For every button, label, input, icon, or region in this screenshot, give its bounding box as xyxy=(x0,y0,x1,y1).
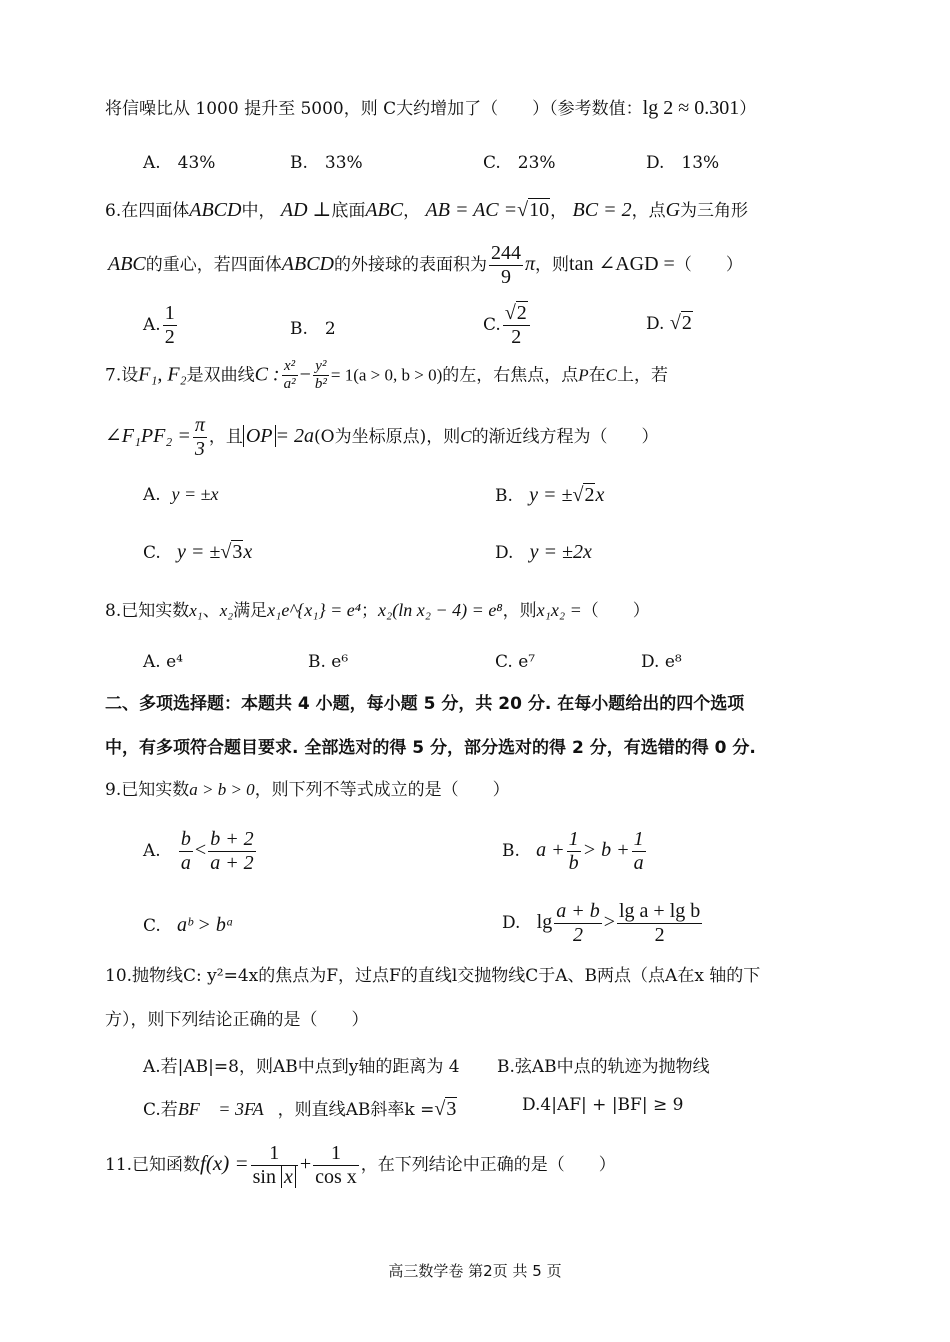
radicand: 2 xyxy=(516,302,527,324)
section2-heading-line1: 二、多项选择题：本题共 4 小题，每小题 5 分，共 20 分. 在每小题给出的四个选项 xyxy=(105,694,745,714)
q7-y-fraction xyxy=(313,358,329,394)
q11-text: ，在下列结论中正确的是（ ） xyxy=(360,1155,616,1175)
q8-text: 满足 xyxy=(233,601,268,621)
q6-ad-perp: AD ⊥ xyxy=(280,199,332,221)
q5-text-a: 将信噪比从 1000 提升至 5000，则 C大约增加了（ ）（参考数值： xyxy=(105,99,643,119)
q9-option-label: C. xyxy=(143,916,161,936)
frac-num: a + b xyxy=(556,900,600,922)
q7-op-eq: = 2a xyxy=(275,425,315,447)
q6-text: 为三角形 xyxy=(680,201,749,221)
q10-vector-equation: BF⃗ = 3FA⃗ xyxy=(177,1099,278,1119)
q6-line1 xyxy=(105,198,748,222)
q7-option-c-post: x xyxy=(243,541,253,563)
q6-pi: π xyxy=(525,253,536,275)
q9-option-d[interactable] xyxy=(502,900,704,947)
frac-num: 1 xyxy=(568,828,579,850)
q10-option-d[interactable]: D.4|AF| + |BF| ≥ 9 xyxy=(522,1095,684,1115)
q7-text: 在 xyxy=(588,365,606,386)
frac-den: b xyxy=(568,852,579,874)
q8-equation-1: x₁e^{x₁} = e⁴ xyxy=(267,600,362,620)
q6-area-fraction xyxy=(489,242,523,289)
radicand: 2 xyxy=(584,484,595,506)
q9-option-label: A. xyxy=(143,841,161,861)
sin: sin xyxy=(252,1166,276,1188)
q6-frac-num: 244 xyxy=(491,242,521,264)
frac-den: a + 2 xyxy=(210,852,254,874)
fraction xyxy=(617,900,702,947)
q7-x-fraction xyxy=(282,358,298,394)
q7-number: 7. xyxy=(105,365,122,386)
q6-text: 底面 xyxy=(331,201,366,221)
q5-option-c[interactable]: C. 23% xyxy=(483,153,556,173)
frac-den: 2 xyxy=(511,326,522,348)
frac-num: b + 2 xyxy=(210,828,254,850)
frac-num: 1 xyxy=(313,1142,359,1166)
q6-text: ， xyxy=(550,201,568,221)
q9-option-b[interactable] xyxy=(502,828,648,875)
q6-option-d[interactable] xyxy=(646,312,693,335)
q6-text: ，则 xyxy=(535,255,570,275)
abs-x: x xyxy=(281,1166,296,1188)
q7-text: 设 xyxy=(121,365,139,386)
q7-pi-fraction xyxy=(193,414,207,461)
q7-minus: − xyxy=(299,363,311,386)
q8-text: （ ） xyxy=(581,601,650,621)
q7-foci: F₁, F₂ xyxy=(138,363,187,386)
page-footer: 高三数学卷 第2页 共 5 页 xyxy=(388,1262,562,1280)
q10-option-a[interactable]: A.若|AB|=8，则AB中点到y轴的距离为 4 xyxy=(143,1057,460,1077)
q6-number: 6. xyxy=(105,201,122,221)
frac-num: b xyxy=(180,828,191,850)
q7-line1 xyxy=(105,358,668,394)
frac-den: 2 xyxy=(164,326,175,348)
frac-num: lg a + lg b xyxy=(619,900,701,922)
frac-den: cos x xyxy=(315,1166,357,1188)
q8-text: ，则 xyxy=(502,601,537,621)
frac-num: 1 xyxy=(251,1142,298,1166)
q9-condition: a > b > 0 xyxy=(189,780,255,799)
radicand: 3 xyxy=(232,541,243,563)
q9-number: 9. xyxy=(105,780,122,800)
sqrt: √2 xyxy=(504,302,527,324)
fraction xyxy=(251,1142,298,1189)
q7-option-b-pre: y = ± xyxy=(529,484,573,506)
q7-text: 的渐近线方程为（ ） xyxy=(471,427,659,447)
q9-text: ，则下列不等式成立的是（ ） xyxy=(254,780,510,800)
q6-tetrahedron: ABCD xyxy=(189,199,242,221)
fraction xyxy=(179,828,193,875)
q7-option-c[interactable] xyxy=(143,541,252,564)
q6-text: 在四面体 xyxy=(121,201,190,221)
q6-option-a[interactable] xyxy=(143,302,179,349)
q11-function: f(x) = xyxy=(200,1151,249,1175)
q8-option-b[interactable]: B. e⁶ xyxy=(308,652,349,672)
q6-option-b[interactable]: B. 2 xyxy=(290,319,336,339)
q8-x1: x₁ xyxy=(189,601,203,620)
q8-text: ； xyxy=(361,601,379,621)
q8-option-c[interactable]: C. e⁷ xyxy=(495,652,536,672)
q10-option-c[interactable] xyxy=(143,1095,457,1121)
q9-text: 已知实数 xyxy=(121,780,190,800)
q6-text: ， xyxy=(403,201,421,221)
q7-option-a[interactable] xyxy=(143,484,219,505)
q9-line xyxy=(105,780,510,800)
fraction xyxy=(313,1142,359,1189)
expr: a + xyxy=(536,839,565,861)
q11-line xyxy=(105,1142,616,1189)
q7-option-label: B. xyxy=(495,486,513,506)
operator: + xyxy=(299,1153,312,1175)
operator: > xyxy=(603,911,615,933)
q7-option-label: D. xyxy=(495,543,514,563)
q8-line xyxy=(105,600,650,622)
q7-text: 的左，右焦点，点 xyxy=(442,365,579,386)
q6-ab-ac: AB = AC = xyxy=(425,199,518,221)
q9-option-a[interactable] xyxy=(143,828,258,875)
q8-equation-2: x₂(ln x₂ − 4) = e⁸ xyxy=(378,600,503,620)
q8-text: 已知实数 xyxy=(121,601,190,621)
q6-radicand: 10 xyxy=(529,199,550,221)
sqrt: √3 xyxy=(220,541,243,563)
q6-bc: BC = 2 xyxy=(572,199,632,221)
fraction xyxy=(632,828,646,875)
q5-reference-value: lg 2 ≈ 0.301 xyxy=(642,97,740,119)
q6-line2 xyxy=(108,242,743,289)
operator: < xyxy=(194,839,207,861)
q6-option-label: A. xyxy=(143,315,161,335)
q6-text: 中， xyxy=(241,201,276,221)
q6-point-g: G xyxy=(665,199,681,221)
q7-text: (O为坐标原点)，则 xyxy=(314,427,461,447)
q7-curve-c: C : xyxy=(254,363,280,386)
q10-line2: 方），则下列结论正确的是（ ） xyxy=(105,1010,369,1030)
q5-option-a[interactable]: A. 43% xyxy=(143,153,216,173)
frac-den xyxy=(251,1166,298,1189)
q10-option-c-pre: C.若 xyxy=(143,1100,178,1120)
q7-option-d[interactable] xyxy=(495,541,592,564)
q8-option-a[interactable]: A. e⁴ xyxy=(143,652,183,672)
radicand: 2 xyxy=(681,312,692,334)
sqrt: √2 xyxy=(669,312,692,334)
frac-den: a xyxy=(180,852,191,874)
fraction xyxy=(554,900,602,947)
frac-num: 1 xyxy=(164,302,175,324)
q7-point-p: P xyxy=(578,365,589,385)
q7-condition: = 1(a > 0, b > 0) xyxy=(330,365,443,385)
q6-text: 的重心，若四面体 xyxy=(145,255,282,275)
q10-option-c-mid: ，则直线AB斜率k = xyxy=(277,1100,435,1120)
q8-number: 8. xyxy=(105,601,122,621)
q10-option-b[interactable]: B.弦AB中点的轨迹为抛物线 xyxy=(497,1057,710,1077)
frac-den: b² xyxy=(314,376,327,393)
q5-continuation-text xyxy=(105,96,756,120)
q8-text: 、 xyxy=(202,601,220,621)
q7-angle: ∠F₁PF₂ = xyxy=(105,425,191,447)
expr: > b + xyxy=(582,839,630,861)
sqrt: √2 xyxy=(572,484,595,506)
frac-den: 2 xyxy=(572,924,583,946)
frac-den: a² xyxy=(283,376,296,393)
q7-option-c-pre: y = ± xyxy=(177,541,221,563)
q7-text: 上，若 xyxy=(616,365,668,386)
q8-x2: x₂ xyxy=(219,601,234,620)
q7-text: 是双曲线 xyxy=(186,365,255,386)
frac-num: x² xyxy=(282,358,298,376)
fraction xyxy=(208,828,256,875)
q11-number: 11. xyxy=(105,1155,133,1175)
section2-heading-line2: 中，有多项符合题目要求. 全部选对的得 5 分，部分选对的得 2 分，有选错的得 0 分. xyxy=(105,738,756,758)
q6-text: （ ） xyxy=(674,255,743,275)
q6-text: 的外接球的表面积为 xyxy=(334,255,487,275)
q6-option-label: D. xyxy=(646,314,665,334)
q5-option-d[interactable]: D. 13% xyxy=(646,153,720,173)
frac-den: 3 xyxy=(194,438,205,460)
q9-option-label: B. xyxy=(502,841,520,861)
q9-option-label: D. xyxy=(502,913,521,933)
q6-sqrt10: √10 xyxy=(517,199,550,221)
q8-option-d[interactable]: D. e⁸ xyxy=(641,652,682,672)
frac-den: 2 xyxy=(654,924,665,946)
q6-text: ，点 xyxy=(631,201,666,221)
radicand: 3 xyxy=(446,1098,457,1120)
frac-num: π xyxy=(194,414,205,436)
q7-option-d-value: y = ±2x xyxy=(529,541,592,563)
q6-triangle: ABC xyxy=(108,253,146,275)
frac-den: a xyxy=(633,852,644,874)
expr: lg xyxy=(536,911,553,933)
q6-frac-den: 9 xyxy=(501,266,511,288)
frac-num: 1 xyxy=(633,828,644,850)
q9-option-c-value: aᵇ > bᵃ xyxy=(177,914,234,936)
q6-base: ABC xyxy=(365,199,404,221)
q8-product: x₁x₂ = xyxy=(536,600,582,620)
q6-option-label: C. xyxy=(483,315,501,335)
frac-num: y² xyxy=(313,358,329,376)
q7-option-b-post: x xyxy=(595,484,605,506)
fraction xyxy=(567,828,581,875)
q7-option-label: A. xyxy=(143,485,161,505)
q6-tetrahedron: ABCD xyxy=(281,253,334,275)
q6-tan-expression: tan ∠AGD = xyxy=(569,253,675,275)
q5-text-b: ） xyxy=(739,99,757,119)
frac-num xyxy=(503,302,530,326)
q6-option-c[interactable] xyxy=(483,302,532,349)
sqrt: √3 xyxy=(434,1098,457,1120)
q10-line1: 10.抛物线C: y²=4x的焦点为F，过点F的直线l交抛物线C于A、B两点（点A在x 轴的下 xyxy=(105,966,761,986)
q9-option-c[interactable] xyxy=(143,914,234,937)
q6-option-a-fraction xyxy=(163,302,177,349)
q7-option-a-value: y = ±x xyxy=(171,484,219,504)
q7-option-b[interactable] xyxy=(495,484,604,507)
q7-text: ，且 xyxy=(208,427,243,447)
q7-option-label: C. xyxy=(143,543,161,563)
q11-text: 已知函数 xyxy=(132,1155,201,1175)
q7-line2 xyxy=(105,414,659,461)
q5-option-b[interactable]: B. 33% xyxy=(290,153,363,173)
q6-option-c-fraction xyxy=(503,302,530,349)
q7-curve-c: C xyxy=(460,427,472,446)
q7-curve-c: C xyxy=(605,365,617,385)
q7-op-abs: OP xyxy=(243,425,276,447)
